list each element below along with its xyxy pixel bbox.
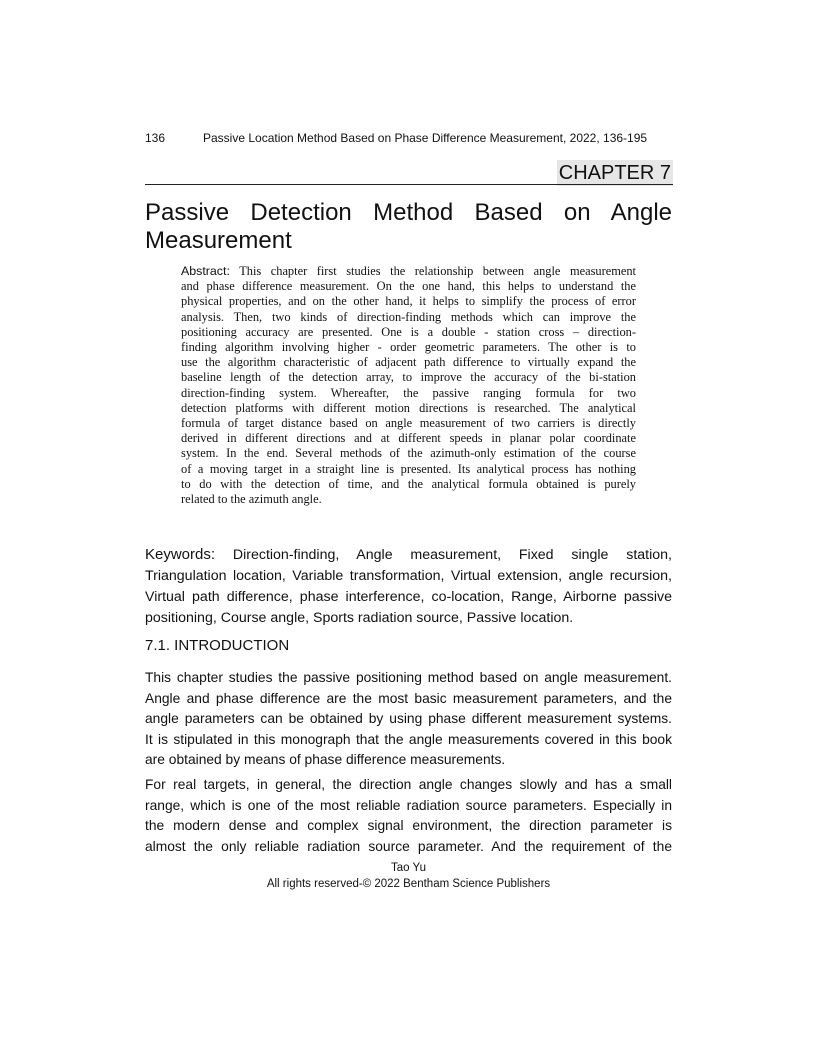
text-line <box>145 689 672 710</box>
text-line <box>181 325 636 340</box>
abstract <box>181 264 636 507</box>
text-line <box>181 462 636 477</box>
text-line <box>181 340 636 355</box>
text-line <box>145 816 672 837</box>
section-heading: 7.1. INTRODUCTION <box>145 637 290 654</box>
label: Abstract: <box>181 264 230 278</box>
line-text: system. In the end. Several methods of the azimuth-only estimation of the course <box>181 446 636 461</box>
line-text: It is stipulated in this monograph that the angle measurements covered in this book <box>145 731 672 747</box>
text-line <box>181 264 636 279</box>
line-text: formula of target distance based on angle measurement of two carriers is directly <box>181 416 636 431</box>
paragraph-2 <box>145 775 672 857</box>
text-line <box>181 279 636 294</box>
text-line <box>145 608 672 629</box>
text-line <box>181 431 636 446</box>
text-line <box>145 709 672 730</box>
text-line <box>181 477 636 492</box>
text-line <box>145 775 672 796</box>
line-text: finding algorithm involving higher - order geometric parameters. The other is to <box>181 340 636 355</box>
running-title: Passive Location Method Based on Phase Difference Measurement, 2022, 136-195 <box>203 131 648 145</box>
line-text: This chapter first studies the relationship between angle measurement <box>229 264 636 278</box>
line-text: use the algorithm characteristic of adjacent path difference to virtually expand the <box>181 355 636 370</box>
text-line <box>145 544 672 566</box>
text-line <box>181 446 636 461</box>
line-text: Triangulation location, Variable transformation, Virtual extension, angle recursion, <box>145 568 672 584</box>
text-line <box>181 492 636 507</box>
line-text: For real targets, in general, the direction angle changes slowly and has a small <box>145 777 672 792</box>
text-line <box>145 730 672 751</box>
line-text: detection platforms with different motion directions is researched. The analytical <box>181 400 636 415</box>
title-line: Passive Detection Method Based on Angle <box>145 199 672 226</box>
text-line <box>181 355 636 370</box>
text-line <box>181 294 636 309</box>
line-text: of a moving target in a straight line is presented. Its analytical process has nothing <box>181 461 636 476</box>
line-text: the modern dense and complex signal environment, the direction parameter is <box>145 818 672 834</box>
line-text: related to the azimuth angle. <box>181 492 322 507</box>
running-header <box>145 131 647 145</box>
line-text: almost the only reliable radiation source parameter. And the requirement of the <box>145 838 672 854</box>
title-line: Measurement <box>145 227 292 254</box>
footer-rights: All rights reserved-© 2022 Bentham Science Publishers <box>266 878 551 890</box>
line-text: positioning, Course angle, Sports radiation source, Passive location. <box>145 610 574 626</box>
paragraph-1 <box>145 668 672 771</box>
text-line <box>181 416 636 431</box>
text-line <box>181 401 636 416</box>
line-text: physical properties, and on the other hand, it helps to simplify the process of error <box>181 294 636 309</box>
line-text: Direction-finding, Angle measurement, Fixed single station, <box>215 547 672 563</box>
chapter-label: CHAPTER 7 <box>558 162 671 184</box>
text-line <box>181 370 636 385</box>
line-text: positioning accuracy are presented. One is a double - station cross – direction- <box>181 324 636 339</box>
line-text: angle parameters can be obtained by using phase different measurement systems. <box>145 711 672 727</box>
header-rule <box>145 184 673 185</box>
page-number: 136 <box>145 131 166 145</box>
line-text: analysis. Then, two kinds of direction-finding methods which can improve the <box>181 309 636 324</box>
line-text: Virtual path difference, phase interference, co-location, Range, Airborne passive <box>145 589 672 605</box>
line-text: derived in different directions and at different speeds in planar polar coordinate <box>181 431 636 446</box>
text-line <box>145 587 672 608</box>
footer <box>145 860 672 892</box>
label: Keywords: <box>145 546 216 563</box>
chapter-title <box>145 199 672 255</box>
text-line <box>145 837 672 858</box>
text-line <box>145 796 672 817</box>
line-text: and phase difference measurement. On the one hand, this helps to understand the <box>181 279 636 294</box>
line-text: range, which is one of the most reliable radiation source parameters. Especially in <box>145 797 672 813</box>
keywords <box>145 544 672 629</box>
text-line <box>181 386 636 401</box>
line-text: are obtained by means of phase difference measurements. <box>145 752 506 768</box>
line-text: direction-finding system. Whereafter, the passive ranging formula for two <box>181 385 636 400</box>
text-line <box>181 310 636 325</box>
line-text: baseline length of the detection array, to improve the accuracy of the bi-station <box>181 370 636 385</box>
line-text: to do with the detection of time, and the analytical formula obtained is purely <box>181 476 636 491</box>
text-line <box>145 566 672 587</box>
line-text: This chapter studies the passive positioning method based on angle measurement. <box>145 670 672 685</box>
line-text: Angle and phase difference are the most basic measurement parameters, and the <box>145 690 672 706</box>
footer-author: Tao Yu <box>391 862 426 874</box>
text-line <box>145 668 672 689</box>
text-line <box>145 750 672 771</box>
